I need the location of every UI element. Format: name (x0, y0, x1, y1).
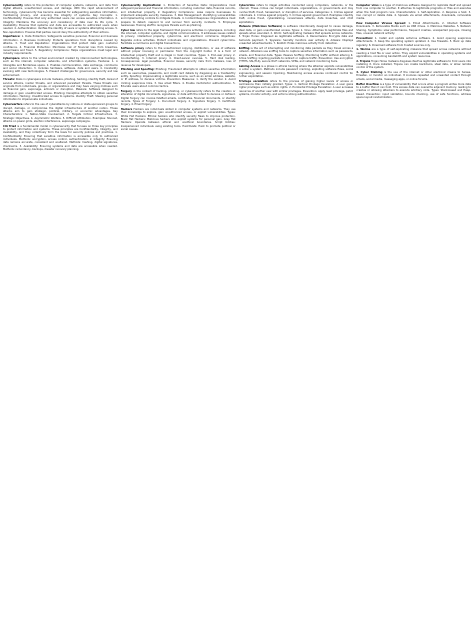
term-heading: Gaining Access (238, 65, 261, 69)
term-heading: 1. Worms (356, 48, 371, 52)
paragraph (121, 47, 236, 67)
term-heading: Software piracy (120, 46, 145, 50)
paragraph (239, 4, 354, 24)
term-heading: Cybersecurity Implications: (120, 4, 162, 7)
paragraph-body: is a type of vulnerability that occurs when a program writes more data to a buffer than it can hold. This excess data can overwrite adjacent memory, leading to crashes or allowing attackers to execute arbitrary code. Types: Stack-based and Heap-based. Prevention: input validation, bounds checking, use of safe functions, address space layout randomization. (356, 82, 471, 99)
term-heading: Prevention: (356, 36, 373, 40)
term-heading: Hackers (120, 107, 133, 111)
paragraph (3, 78, 118, 101)
term-heading: Cyber law (120, 28, 136, 32)
term-heading: Cybersecurity (3, 4, 23, 7)
paragraph-body: is a phase in ethical hacking where the attacker exploits vulnerabilities to enter a system. Methods include password cracking, exploiting software flaws, social engineering, and session hijacking. Maintaining access ensures continued control for further exploitation. (238, 65, 354, 79)
paragraph (239, 47, 354, 64)
term-heading: Forgery (120, 89, 132, 93)
paragraph (356, 60, 471, 70)
paragraph (121, 29, 236, 46)
paragraph-body: refers to the protection of computer systems, networks, and data from digital attacks, unauthorized access, and damage. With the rapid advancement of technology, cybersecurity has become essential for safeguarding sensitive information, maintaining privacy, and ensuring the integrity of systems. Key Concepts: 1. Confidentiality: Ensures that only authorized users can access sensitive information. 2. Integrity: Maintains the accuracy and consistency of data over its life cycle. 3. Availability: Ensures that systems and data are accessible to authorized users when needed. 4. Authentication: Verifies the identity of users or systems attempting access. 5. Non-repudiation: Ensures that parties cannot deny the authenticity of their actions. (3, 4, 118, 34)
text-column (356, 4, 471, 629)
paragraph-body: refers to illegal activities conducted using computers, networks, or the internet. These crimes can target individuals, organizations, or governments and may involve theft, fraud, harassment, or disruption of services. Categories: 1. Crimes against individuals. 2. Crimes against property. 3. Crimes against government. Examples: identity theft, online fraud, cyberstalking, ransomware attacks, data breaches, and child exploitation. (238, 4, 354, 24)
term-heading: How Computer Viruses Spread: (356, 22, 406, 26)
paragraph (3, 103, 118, 123)
term-heading: Cybercrime (238, 4, 255, 7)
paragraph (239, 80, 354, 97)
term-heading: Cyberwarfare (3, 103, 23, 107)
paragraph (356, 4, 471, 21)
paragraph (356, 71, 471, 81)
term-heading: 2. Trojans (356, 59, 371, 63)
paragraph-body: is a type of malicious software designed to replicate itself and spread from one computer to another. It attaches to legitimate programs or files and executes when the host program runs. Characteristics: 1. Self-replication. 2. Requires a host. 3. Can corrupt or delete data. 4. Spreads via email attachments, downloads, removable media. (356, 4, 471, 21)
term-heading: Privilege escalation (238, 79, 268, 83)
paragraph-body: Phishing: Fraudulent attempts to obtain sensitive information such as usernames, passwords, and credit card details by disguising as a trustworthy entity. Spoofing: Impersonating a legitimate source, such as an email address, website, or IP address, to deceive victims. Prevention Measures: 1. Verify the sender. 2. Avoid clicking suspicious links. 3. Use email filters. 4. Enable multi-factor authentication. 5. Educate users about common tactics. (120, 68, 236, 89)
paragraph-body: are a type of self-replicating malware that spread across networks without needing a host file or user action. They exploit vulnerabilities in operating systems and applications, consuming bandwidth and system resources. (356, 48, 471, 58)
paragraph-body: Risks in cyberspace include malware, phishing, hacking, identity theft, denial of service attacks, insider threats, and advanced persistent threats. These threats can originate from individuals, groups, or organizations and may have varying motives such as financial gain, espionage, activism or disruption. Malware: Software designed to damage or gain unauthorized access. Phishing: Deceptive attempts to obtain sensitive information. Hacking: Unauthorized access to systems. Identity Theft: Stealing personal information to impersonate individuals. (3, 78, 118, 102)
text-column (239, 4, 354, 629)
term-heading: Cyberspace (3, 56, 20, 60)
paragraph-body: Trojan Horse malware disguises itself as legitimate software to trick users into installing it. Once installed, Trojans can create backdoors, steal data, or allow remote control of the system. (356, 59, 471, 70)
term-heading: Buffer Overflow (356, 82, 379, 86)
term-heading: Sniffing (238, 46, 250, 50)
text-column (3, 4, 118, 629)
paragraph (239, 65, 354, 78)
paragraph-body: is the act of intercepting and monitoring data packets as they travel across a network. Attackers use sniffing tools to capture sensitive information such as passwords, emails, and financial data. Types: Passive Sniffing: Monitoring traffic without altering it. Active Sniffing: Injecting packets to redirect or capture traffic. Prevention: Use encryption (HTTPS, SSL/TLS), secure Wi-Fi networks, VPNs, and network monitoring tools. (238, 46, 354, 64)
term-heading: 3. Cyber Stalking (356, 71, 383, 75)
paragraph-body: refers to the unauthorized copying, distribution, or use of software without proper licensing or permission from the copyright holder. It is a form of intellectual property theft and is illegal in most countries. Types: 1. End-user piracy. 2. Counterfeiting. 3. Internet piracy. 4. Client-server overuse. 5. Hard disk loading. Consequences: legal penalties, financial losses, security risks from malware, loss of revenue for developers. (120, 46, 236, 67)
paragraph (356, 22, 471, 35)
paragraph-body: 1. Install and update antivirus software. 2. Avoid opening suspicious attachments. 3. Keep the operating system updated. 4. Use firewalls. 5. Back up data regularly. 6. Download software from trusted sources only. (356, 36, 471, 47)
text-column (121, 4, 236, 629)
paragraph (356, 83, 471, 100)
paragraph (239, 25, 354, 45)
paragraph-body: 1. Protection of Sensitive Data: Organizations must safeguard personal and financial information, including customer data, financial records, and intellectual property. 2. Regulatory Compliance: Laws require businesses to implement adequate security measures. 3. Risk Management: Identifying vulnerabilities and implementing controls to mitigate threats. 4. Incident Response: Organizations must prepare to detect, respond to and recover from security incidents. 5. Employee Awareness: Training staff to recognize threats such as phishing. (120, 4, 236, 28)
paragraph (121, 90, 236, 107)
term-heading: Computer virus (356, 4, 379, 7)
paragraph-body: refers to the virtual environment created by interconnected technologies, such as the internet, computer networks, and information systems. Features: 1. A Intangible and Borderless space. 2. Enables communication, data exchange, commerce and social interaction. 3. Includes hardware, software, data and users. 4. Constantly evolving with new technologies. 5. Present challenges for governance, security and law enforcement. (3, 56, 118, 77)
term-heading: CIA Triad (3, 124, 17, 128)
paragraph-body: refers to the process of gaining higher levels of access or permissions than initially granted. Types: 1. Vertical Privilege Escalation: A user gains higher privileges such as admin rights. 2. Horizontal Privilege Escalation: A user accesses resources of another user with similar privileges. Prevention: apply least privilege, patch systems, monitor activity, and enforce strong authentication. (238, 79, 354, 97)
paragraph-body: refers to the use of cyberattacks by nations or state-sponsored groups to disrupt, damage, or compromise the digital infrastructure of another nation. These attacks aim to gain strategic, political, military, or economic advantages. Key Characteristics: 1. Nation-State Involvement. 2. Targets Critical Infrastructure. 3. Strategic Objectives. 4. Asymmetric Warfare. 5. Difficult Attribution. Examples: Stuxnet, attacks on power grids, election interference, espionage campaigns. (3, 103, 118, 123)
paragraph-body: is software intentionally designed to cause damage, steal data, or gain unauthorized access. Types: 1. Virus: Attaches to legitimate files and spreads when executed. 2. Worm: Self-replicating malware that spreads across networks. 3. Trojan Horse: Disguised as legitimate software. 4. Ransomware: Encrypts data and demands payment. 5. Spyware: Secretly monitors user activity. 6. Adware: Displays unwanted advertisements. 7. Rootkit: Hides malicious activity from detection. (238, 25, 354, 46)
term-heading: Phishing and Spoofing: (120, 68, 155, 72)
term-heading: Threats: (3, 78, 16, 82)
paragraph (3, 4, 118, 34)
paragraph-body: is a fundamental model in cybersecurity that focuses on three key principles to protect information and systems. These principles are Confidentiality, Integrity, and Availability, and they collectively form the basis for security policies and practices. 1. Confidentiality: Ensuring that sensitive information is accessible only to authorized individuals. Methods: encryption, access control, authentication. 2. Integrity: Ensuring data remains accurate, consistent and unaltered. Methods: hashing, digital signatures, checksums. 3. Availability: Ensuring systems and data are accessible when needed. Methods: redundancy, backups, disaster recovery planning. (3, 124, 118, 152)
paragraph-body: 1. Email Attachments. 2. Infected Software Downloads. 3. Removable Media such as USB drives. 4. Malicious Websites. 5. Network Sharing. Symptoms: slow performance, frequent crashes, unexpected pop-ups, missing files, unusual network activity. (356, 22, 471, 36)
paragraph (121, 4, 236, 27)
paragraph-body: is the use of the internet or other electronic means to harass, threaten, or monitor an individual. It involves repeated and unwanted contact through emails, social media, messaging apps, or online forums. (356, 71, 471, 81)
term-heading: Malware (Malicious Software) (238, 25, 283, 29)
paragraph (356, 48, 471, 58)
paragraph (3, 35, 118, 55)
paragraph-body: refers to the legal framework that governs activities in cyberspace, including the internet, computer systems, and digital communications. It addresses issues related to privacy, intellectual property, cybercrime, and electronic commerce. Objectives: Regulate online activities. Protect individuals and organizations. Prevent cybercrime. Facilitate e-commerce and digital transactions. (120, 28, 236, 46)
paragraph-body: in the context of hacking, phishing, or cybersecurity refers to the creation or alteration of digital documents, signatures, or data with the intent to deceive or defraud. Digital forgery can involve falsified emails, certificates, financial documents, or identity records. Types of Forgery: 1. Document forgery. 2. Signature forgery. 3. Certificate forgery. 4. Email forgery. (120, 89, 236, 107)
term-heading: Importance: (3, 35, 21, 39)
paragraph (356, 37, 471, 47)
paragraph (121, 108, 236, 131)
paragraph (3, 57, 118, 77)
paragraph-body: 1. Data Protection: Safeguards sensitive personal, financial and business information. 2. Business Continuity: Protects operations from disruptions caused by attacks. 3. Trust and Reputation: Organizations that protect data gain customer confidence. 4. Financial Protection: Minimizes risk of financial loss from breaches, ransomware and fraud. 5. Regulatory Compliance: Helps organizations meet legal and industry requirements. (3, 35, 118, 56)
paragraph (3, 125, 118, 152)
paragraph (121, 68, 236, 88)
paragraph-body: Hackers are individuals skilled in computer systems and networks. They use their knowledge to explore, gain unauthorized access, or exploit vulnerabilities. Types: White Hat Hackers: Ethical hackers who identify security flaws to improve protection. Black Hat Hackers: Malicious hackers who exploit systems for personal gain. Grey Hat Hackers: Operate between ethical and unethical boundaries. Script Kiddies: Inexperienced individuals using existing tools. Hacktivists: Hack to promote political or social causes. (120, 107, 236, 131)
